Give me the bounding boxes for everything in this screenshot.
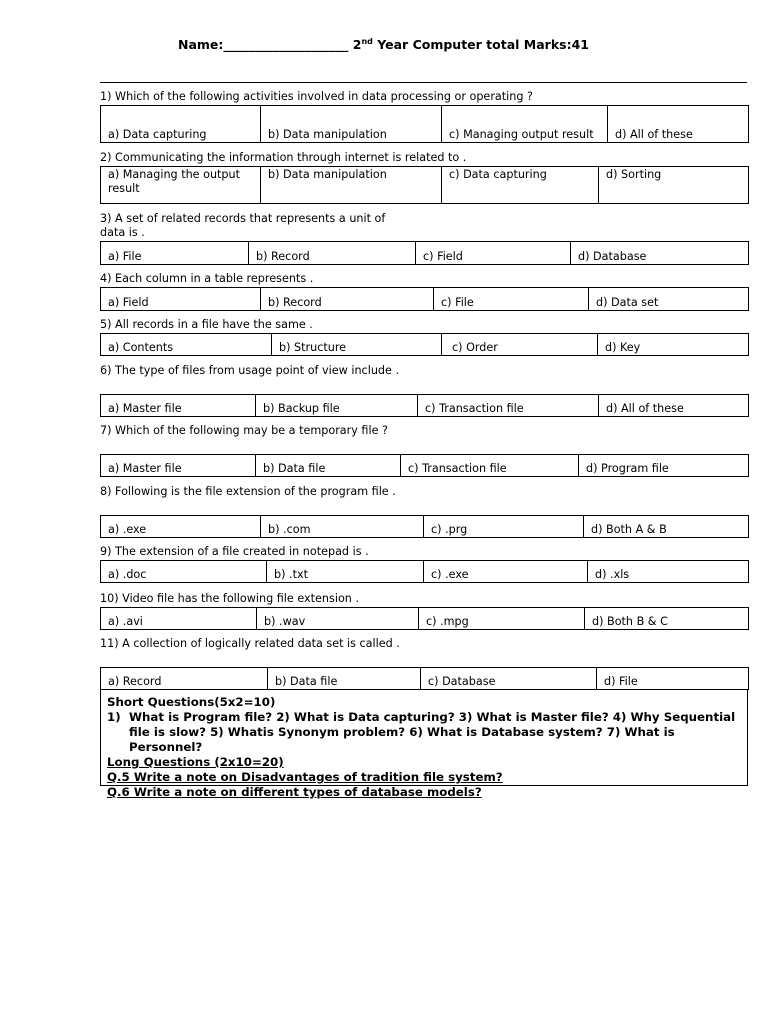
option-a: a) File bbox=[101, 242, 249, 265]
option-b: b) .wav bbox=[257, 608, 419, 630]
question-9-options bbox=[100, 560, 749, 583]
short-questions-heading: Short Questions(5x2=10) bbox=[107, 695, 276, 709]
question-10-text: 10) Video file has the following file extension . bbox=[100, 592, 359, 605]
option-d: d) All of these bbox=[599, 395, 749, 417]
question-3-text: 3) A set of related records that represents a unit of data is . bbox=[100, 212, 386, 239]
option-d: d) Data set bbox=[589, 288, 749, 311]
option-d: d) Key bbox=[598, 334, 749, 356]
option-c: c) .prg bbox=[424, 516, 584, 538]
option-b: b) .com bbox=[261, 516, 424, 538]
header-divider bbox=[100, 82, 747, 83]
subjective-questions-box bbox=[100, 689, 748, 799]
option-b: b) .txt bbox=[267, 561, 424, 583]
option-b: b) Record bbox=[249, 242, 416, 265]
option-d: d) All of these bbox=[608, 106, 749, 143]
question-2-text: 2) Communicating the information through internet is related to . bbox=[100, 151, 467, 164]
option-a: a) Data capturing bbox=[101, 106, 261, 143]
option-c: c) Data capturing bbox=[442, 167, 599, 204]
option-a: a) Field bbox=[101, 288, 261, 311]
option-b: b) Data manipulation bbox=[261, 167, 442, 204]
question-8-text: 8) Following is the file extension of the program file . bbox=[100, 485, 396, 498]
long-question-5: Q.5 Write a note on Disadvantages of tradition file system? bbox=[107, 770, 503, 784]
option-c: c) Field bbox=[416, 242, 571, 265]
exam-header bbox=[178, 37, 589, 52]
option-c: c) Transaction file bbox=[418, 395, 599, 417]
option-a: a) .exe bbox=[101, 516, 261, 538]
question-5-options bbox=[100, 333, 749, 356]
year-number: 2 bbox=[352, 37, 362, 52]
question-8-options bbox=[100, 515, 749, 538]
option-c: c) File bbox=[434, 288, 589, 311]
option-b: b) Structure bbox=[272, 334, 442, 356]
option-c: c) .mpg bbox=[419, 608, 585, 630]
option-a: a) Master file bbox=[101, 395, 256, 417]
question-7-options bbox=[100, 454, 749, 477]
option-d: d) .xls bbox=[588, 561, 749, 583]
option-a: a) Managing the output result bbox=[101, 167, 261, 204]
option-d: d) File bbox=[597, 668, 749, 690]
option-d: d) Sorting bbox=[599, 167, 749, 204]
question-4-text: 4) Each column in a table represents . bbox=[100, 272, 314, 285]
option-b: b) Data file bbox=[268, 668, 421, 690]
option-b: b) Data manipulation bbox=[261, 106, 442, 143]
option-a: a) Contents bbox=[101, 334, 272, 356]
option-b: b) Backup file bbox=[256, 395, 418, 417]
question-2-options bbox=[100, 166, 749, 204]
question-6-options bbox=[100, 394, 749, 417]
question-3-options bbox=[100, 241, 749, 265]
option-a: a) .doc bbox=[101, 561, 267, 583]
option-c: c) .exe bbox=[424, 561, 588, 583]
option-c: c) Order bbox=[442, 334, 598, 356]
question-10-options bbox=[100, 607, 749, 630]
long-question-6: Q.6 Write a note on different types of database models? bbox=[107, 785, 482, 799]
year-suffix: nd bbox=[361, 36, 373, 46]
option-d: d) Both B & C bbox=[585, 608, 749, 630]
option-a: a) Master file bbox=[101, 455, 256, 477]
short-questions-text: What is Program file? 2) What is Data capturing? 3) What is Master file? 4) Why Sequential file is slow? 5) Whatis Synonym problem? 6) What is Database system? 7) What is Personnel? bbox=[129, 710, 736, 754]
option-c: c) Database bbox=[421, 668, 597, 690]
question-7-text: 7) Which of the following may be a temporary file ? bbox=[100, 424, 388, 437]
question-11-options bbox=[100, 667, 749, 690]
question-6-text: 6) The type of files from usage point of view include . bbox=[100, 364, 400, 377]
option-d: d) Database bbox=[571, 242, 749, 265]
option-c: c) Transaction file bbox=[401, 455, 579, 477]
name-field-label: Name:____________________ bbox=[178, 37, 349, 52]
short-questions-number: 1) bbox=[107, 710, 121, 724]
option-a: a) .avi bbox=[101, 608, 257, 630]
question-5-text: 5) All records in a file have the same . bbox=[100, 318, 313, 331]
option-c: c) Managing output result bbox=[442, 106, 608, 143]
question-9-text: 9) The extension of a file created in notepad is . bbox=[100, 545, 369, 558]
question-11-text: 11) A collection of logically related data set is called . bbox=[100, 637, 400, 650]
option-b: b) Data file bbox=[256, 455, 401, 477]
option-d: d) Both A & B bbox=[584, 516, 749, 538]
long-questions-heading: Long Questions (2x10=20) bbox=[107, 755, 284, 769]
option-d: d) Program file bbox=[579, 455, 749, 477]
question-1-text: 1) Which of the following activities involved in data processing or operating ? bbox=[100, 90, 533, 103]
question-1-options bbox=[100, 105, 749, 143]
question-4-options bbox=[100, 287, 749, 311]
short-questions-list bbox=[107, 710, 741, 755]
option-b: b) Record bbox=[261, 288, 434, 311]
option-a: a) Record bbox=[101, 668, 268, 690]
subject-and-marks: Year Computer total Marks:41 bbox=[372, 37, 589, 52]
